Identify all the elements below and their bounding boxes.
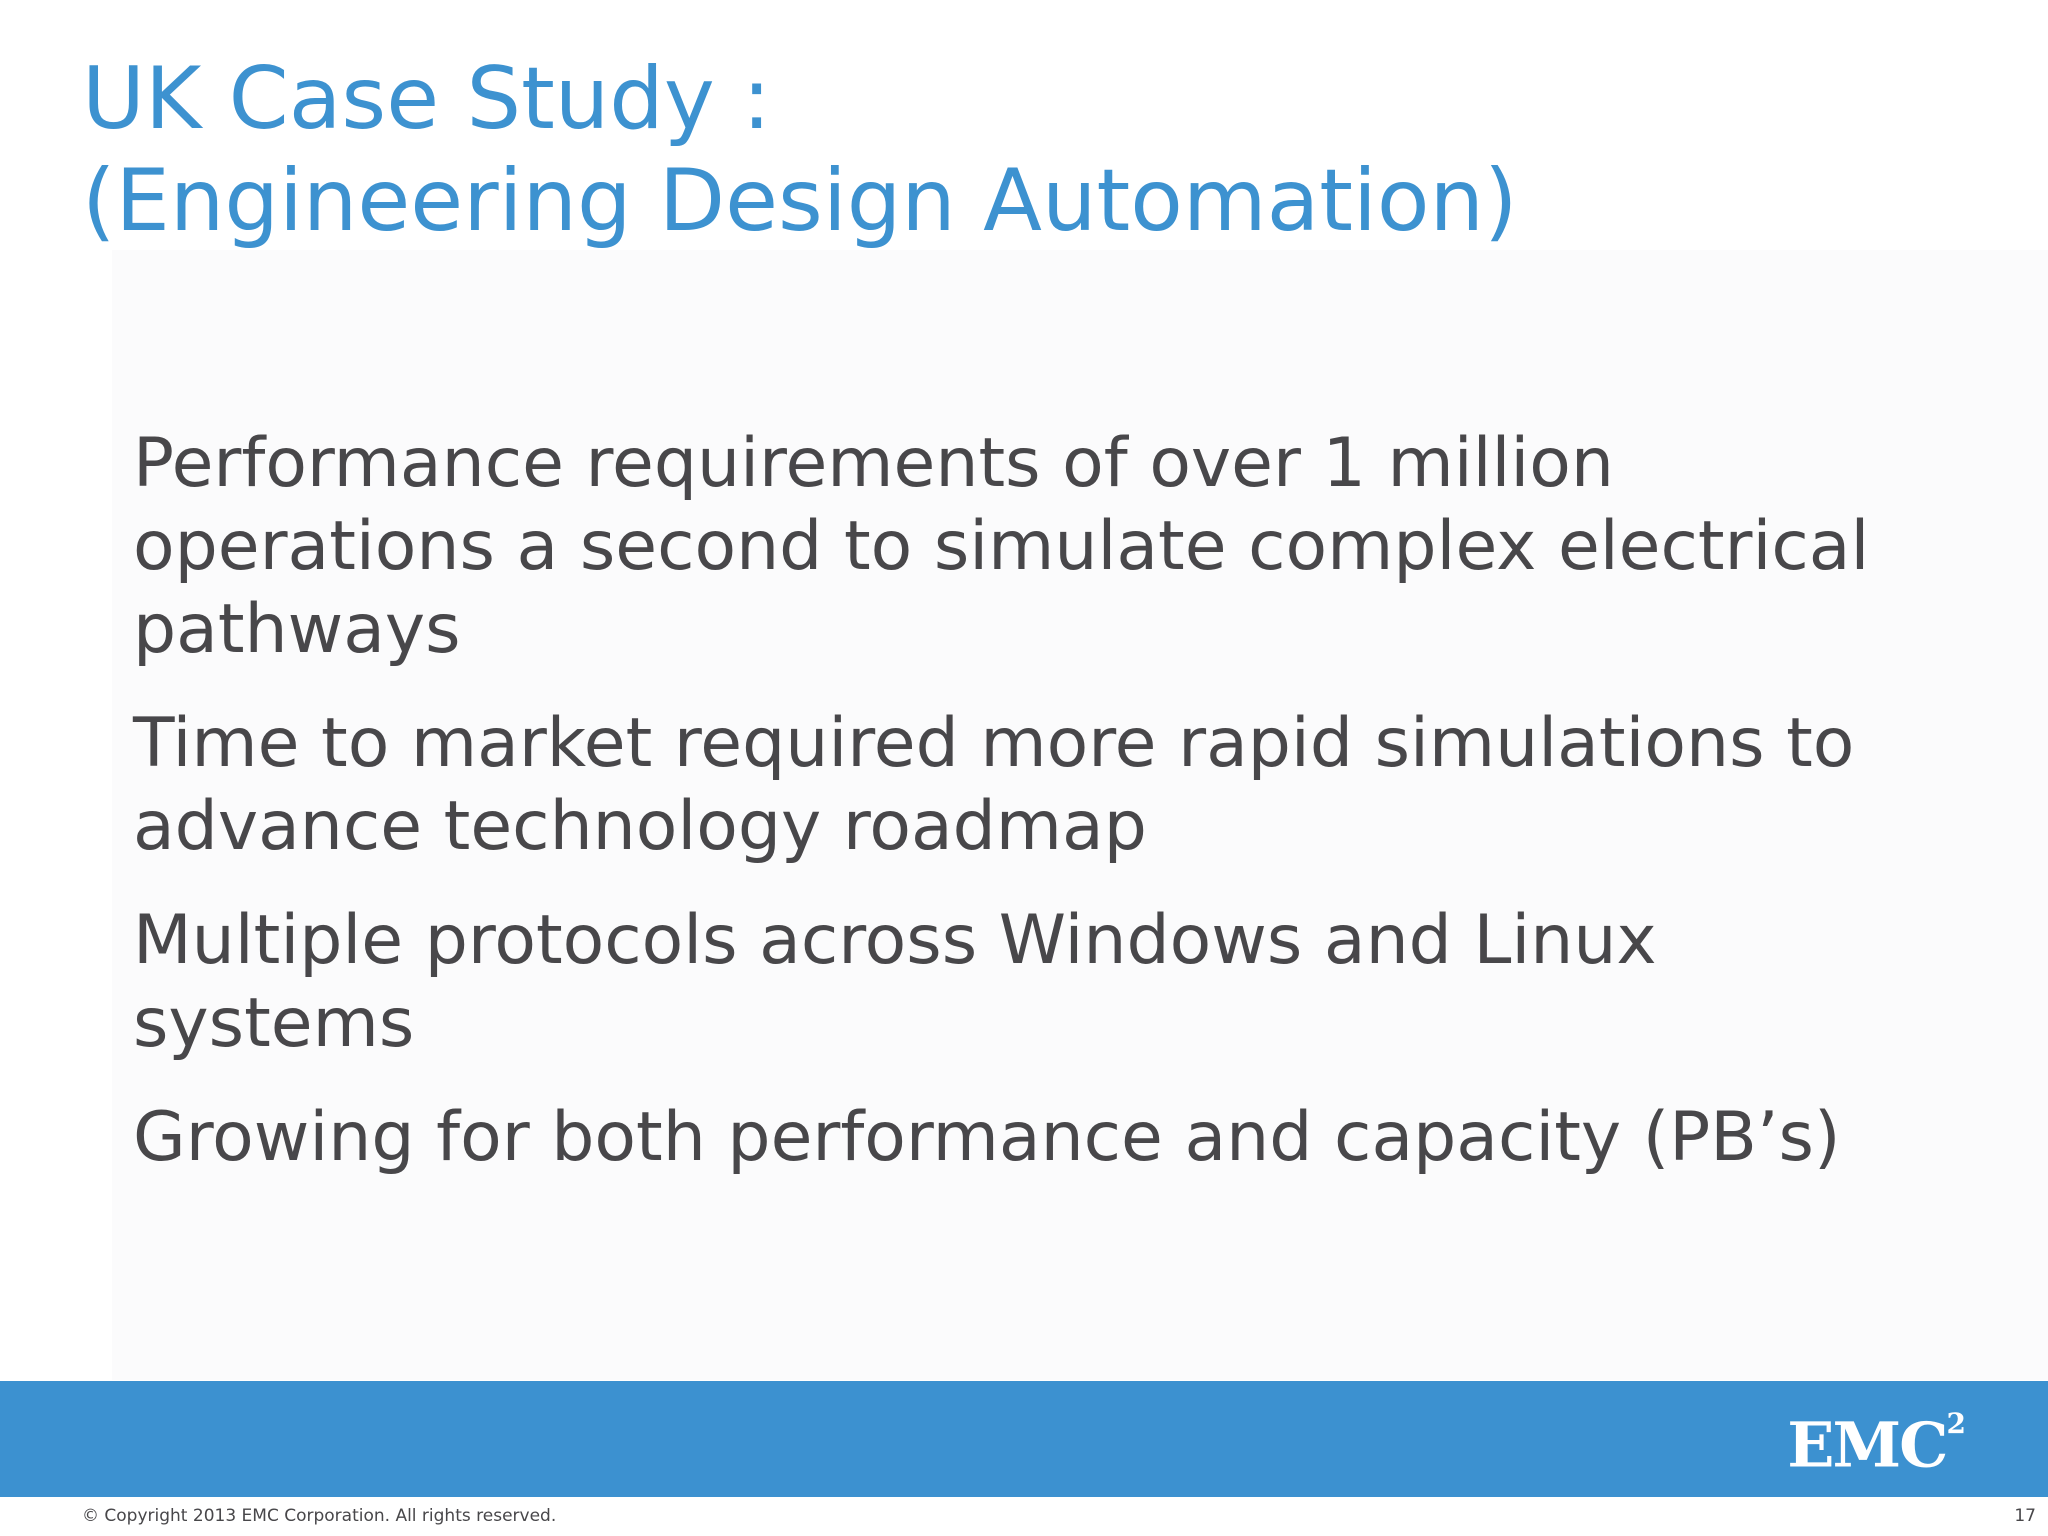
logo-superscript: 2 <box>1946 1407 1966 1440</box>
footer-bar <box>0 1381 2048 1497</box>
title-line-2: (Engineering Design Automation) <box>82 151 1518 251</box>
bullet-item: Multiple protocols across Windows and Linux systems <box>133 901 1657 1063</box>
bullet-list <box>133 422 1913 1210</box>
bullet-item: Performance requirements of over 1 million operations a second to simulate complex electrical pathways <box>133 424 1870 669</box>
bullet-item: Growing for both performance and capacity (PB’s) <box>133 1098 1841 1177</box>
page-number: 17 <box>2014 1506 2036 1526</box>
emc-logo <box>1787 1403 1966 1482</box>
bullet-item: Time to market required more rapid simulations to advance technology roadmap <box>133 704 1855 866</box>
slide-title <box>82 48 1962 252</box>
title-line-1: UK Case Study : <box>82 49 772 149</box>
copyright-notice: © Copyright 2013 EMC Corporation. All rights reserved. <box>82 1506 557 1526</box>
logo-text: EMC <box>1787 1408 1947 1482</box>
